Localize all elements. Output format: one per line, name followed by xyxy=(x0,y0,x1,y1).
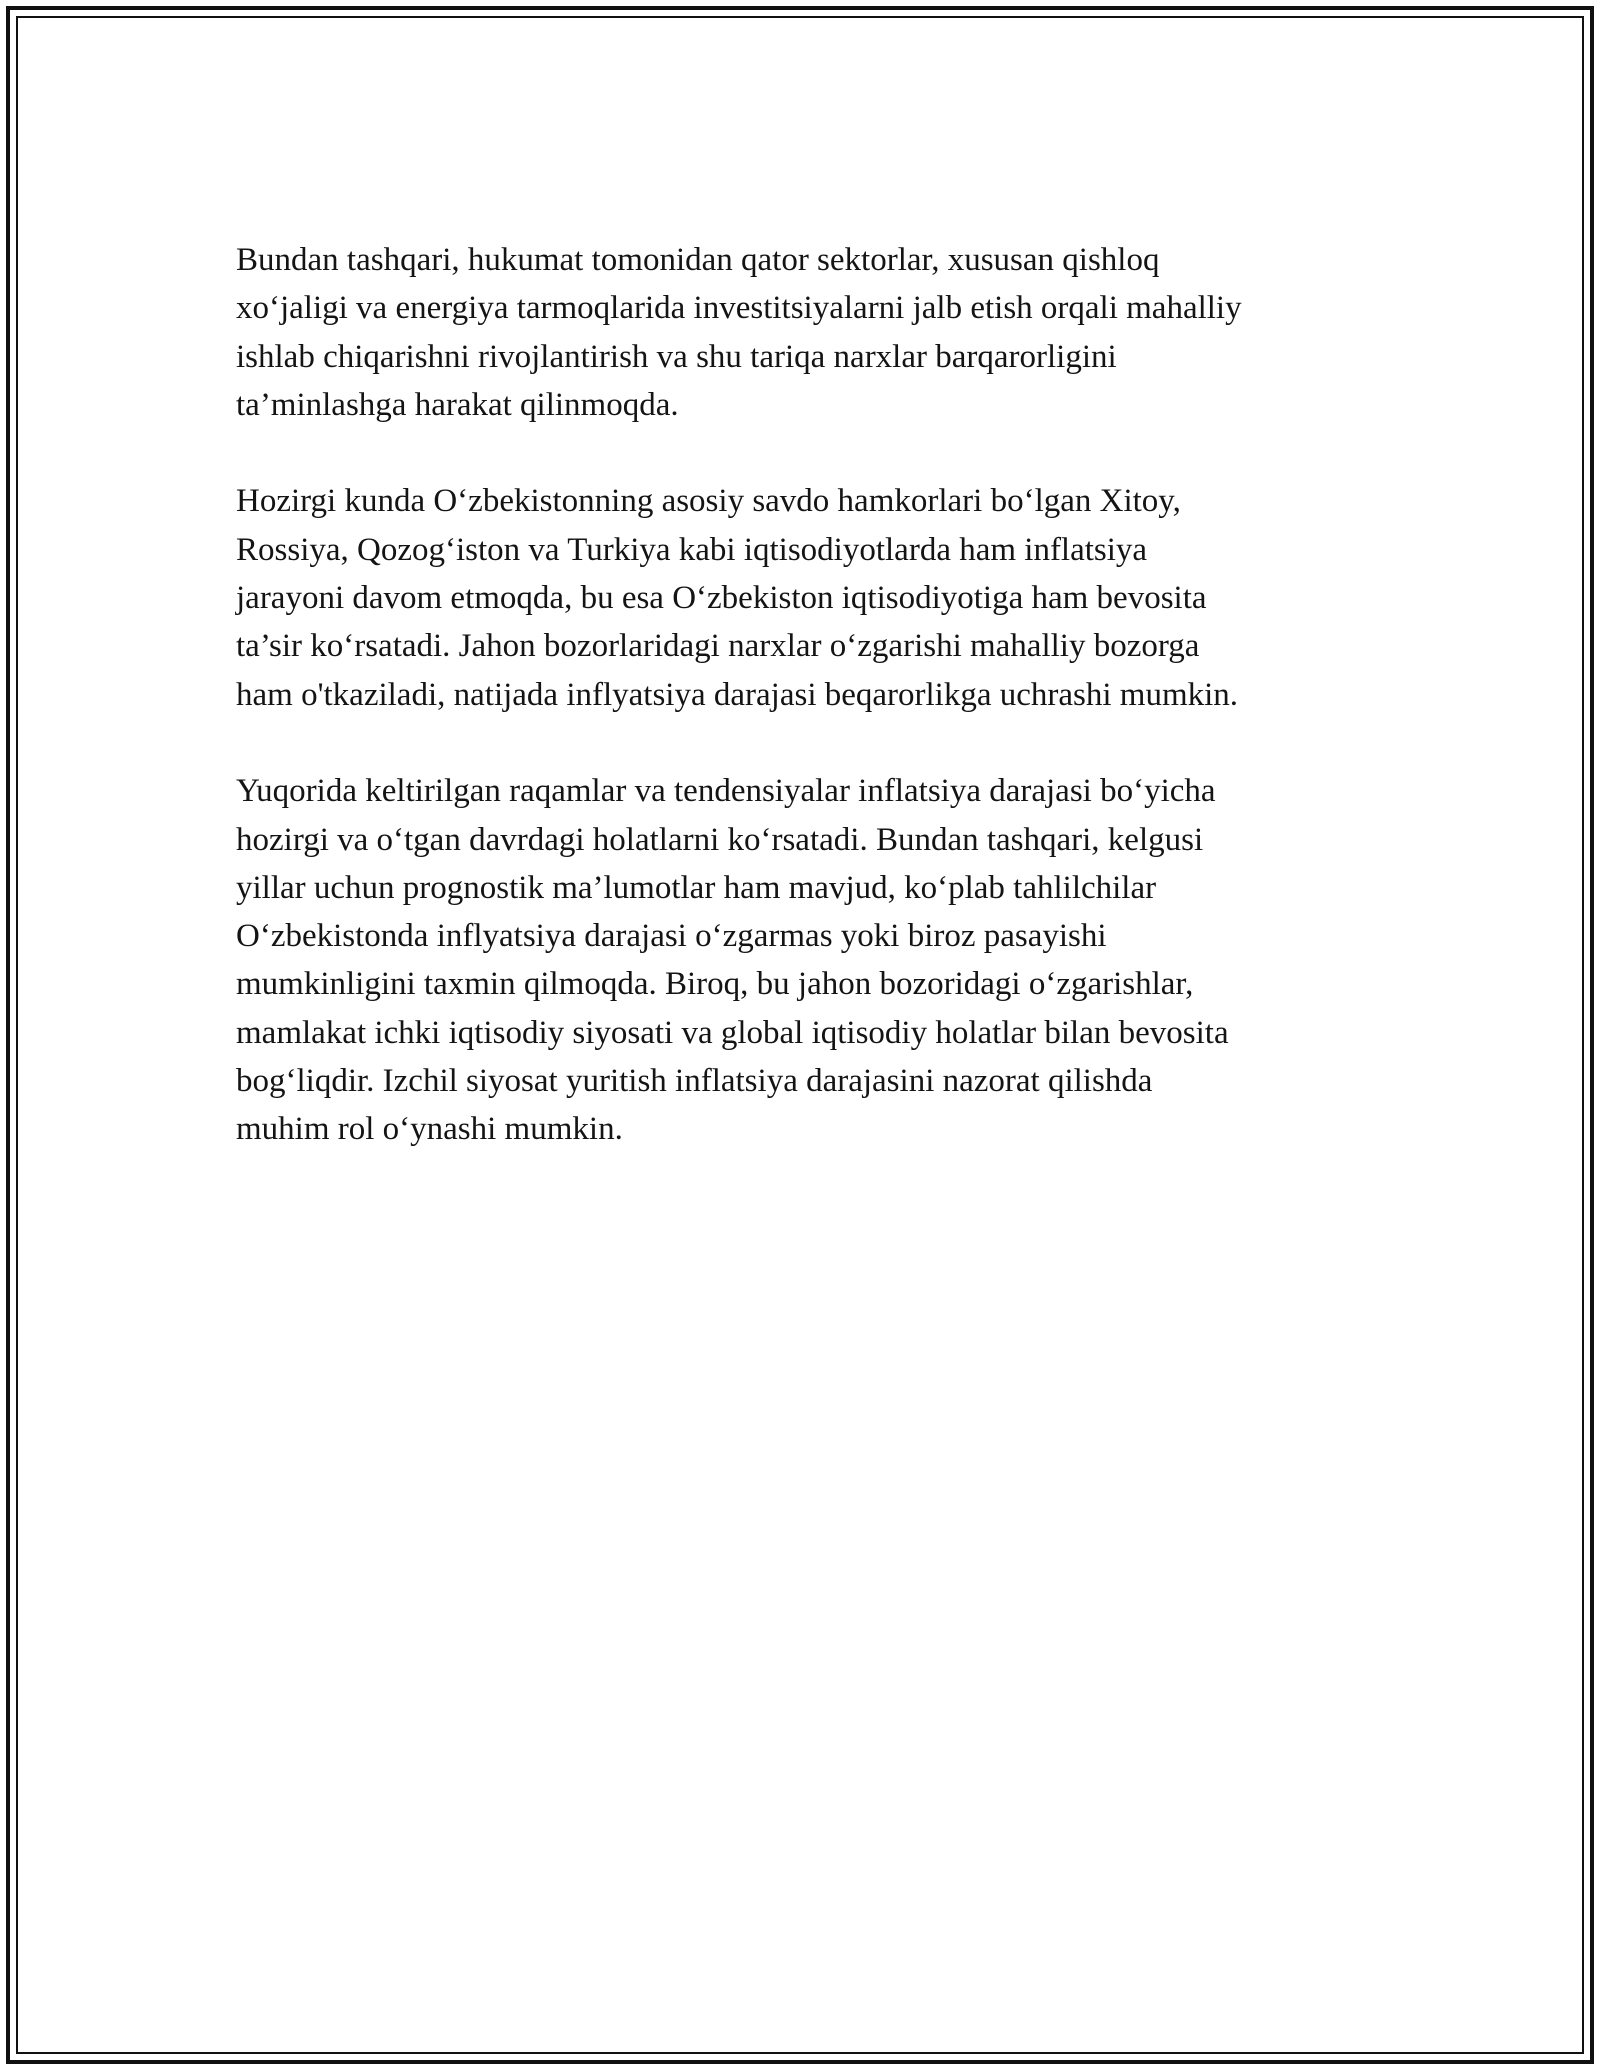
paragraph-line: Yuqorida keltirilgan raqamlar va tendensiyalar inflatsiya darajasi bo‘yicha xyxy=(236,773,1216,810)
paragraph-line: xo‘jaligi va energiya tarmoqlarida investitsiyalarni jalb etish orqali mahalliy xyxy=(236,290,1242,327)
paragraph-line: Bundan tashqari, hukumat tomonidan qator sektorlar, xususan qishloq xyxy=(236,242,1160,278)
paragraph-line: O‘zbekistonda inflyatsiya darajasi o‘zgarmas yoki biroz pasayishi xyxy=(236,918,1107,955)
paragraph-line: muhim rol o‘ynashi mumkin. xyxy=(236,1111,623,1148)
paragraph-line: bog‘liqdir. Izchil siyosat yuritish inflatsiya darajasini nazorat qilishda xyxy=(236,1063,1153,1100)
paragraph-line: jarayoni davom etmoqda, bu esa O‘zbekiston iqtisodiyotiga ham bevosita xyxy=(236,580,1207,617)
paragraph-line: ishlab chiqarishni rivojlantirish va shu tariqa narxlar barqarorligini xyxy=(236,338,1117,375)
paragraph-line: ham o'tkaziladi, natijada inflyatsiya darajasi beqarorlikga uchrashi mumkin. xyxy=(236,676,1239,713)
paragraph-2 xyxy=(236,477,1366,718)
paragraph-line: yillar uchun prognostik ma’lumotlar ham mavjud, ko‘plab tahlilchilar xyxy=(236,869,1157,906)
paragraph-1 xyxy=(236,236,1366,429)
paragraph-3 xyxy=(236,767,1366,1153)
paragraph-line: Hozirgi kunda O‘zbekistonning asosiy savdo hamkorlari bo‘lgan Xitoy, xyxy=(236,483,1181,520)
document-body xyxy=(236,236,1366,1202)
paragraph-line: ta’minlashga harakat qilinmoqda. xyxy=(236,386,679,423)
paragraph-line: hozirgi va o‘tgan davrdagi holatlarni ko‘rsatadi. Bundan tashqari, kelgusi xyxy=(236,821,1204,858)
paragraph-line: Rossiya, Qozog‘iston va Turkiya kabi iqtisodiyotlarda ham inflatsiya xyxy=(236,531,1148,568)
paragraph-line: mumkinligini taxmin qilmoqda. Biroq, bu jahon bozoridagi o‘zgarishlar, xyxy=(236,966,1194,1003)
paragraph-line: ta’sir ko‘rsatadi. Jahon bozorlaridagi narxlar o‘zgarishi mahalliy bozorga xyxy=(236,628,1200,665)
paragraph-line: mamlakat ichki iqtisodiy siyosati va global iqtisodiy holatlar bilan bevosita xyxy=(236,1014,1229,1051)
